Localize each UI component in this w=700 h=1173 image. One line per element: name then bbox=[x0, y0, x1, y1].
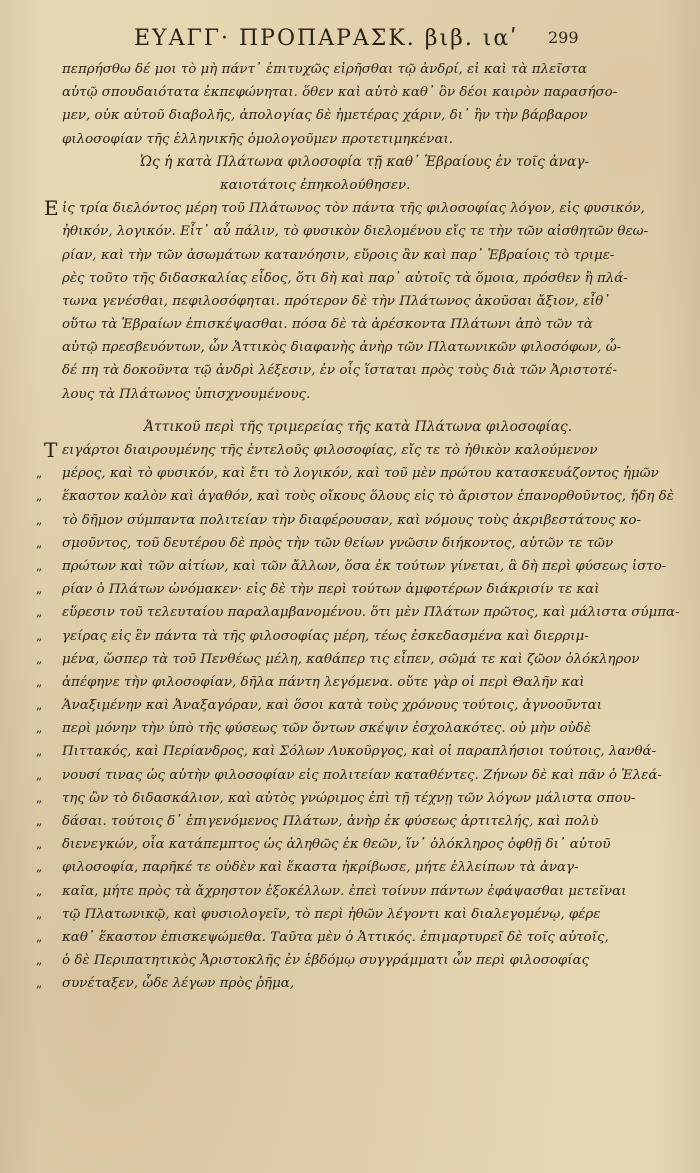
line-text: δάσαι. τούτοις δ᾽ ἐπιγενόμενος Πλάτων, ἀνὴρ ἐκ φύσεως ἀρτιτελής, καὶ πολὺ bbox=[62, 814, 599, 829]
text-line bbox=[36, 903, 652, 926]
quotation-mark: „ bbox=[36, 883, 43, 898]
line-text: πρώτων καὶ τῶν αἰτίων, καὶ τῶν ἄλλων, ὅσα ἐκ τούτων γίνεται, ἃ δὴ περὶ φύσεως ἱστο- bbox=[62, 558, 667, 574]
page-header bbox=[0, 22, 700, 56]
quotation-mark: „ bbox=[36, 605, 43, 620]
text-line bbox=[36, 926, 652, 949]
line-text: αὐτῷ πρεσβευόντων, ὧν Ἀττικὸς διαφανὴς ἀνὴρ τῶν Πλατωνικῶν φιλοσόφων, ὧ- bbox=[62, 340, 622, 356]
line-text: ὁ δὲ Περιπατητικὸς Ἀριστοκλῆς ἐν ἑβδόμῳ συγγράμματι ὧν περὶ φιλοσοφίας bbox=[62, 953, 590, 969]
text-line bbox=[36, 578, 652, 601]
text-line bbox=[44, 438, 652, 462]
line-text: ρίαν, καὶ τὴν τῶν ἀσωμάτων κατανόησιν, εὕροις ἂν καὶ παρ᾽ Ἑβραίοις τὸ τριμε- bbox=[62, 247, 615, 263]
text-line bbox=[62, 81, 652, 104]
quotation-mark: „ bbox=[36, 512, 43, 527]
line-text: πεπρήσθω δέ μοι τὸ μὴ πάντ᾽ ἐπιτυχῶς εἰρῆσθαι τῷ ἀνδρί, εἰ καὶ τὰ πλεῖστα bbox=[62, 62, 588, 77]
text-line bbox=[36, 810, 652, 833]
text-line bbox=[62, 220, 652, 243]
quotation-mark: „ bbox=[36, 953, 43, 968]
quotation-mark: „ bbox=[36, 860, 43, 875]
line-text: γείρας εἰς ἓν πάντα τὰ τῆς φιλοσοφίας μέρη, τέως ἐσκεδασμένα καὶ διερριμ- bbox=[62, 628, 589, 644]
text-line bbox=[36, 880, 652, 903]
text-line bbox=[36, 949, 652, 972]
text-line bbox=[62, 244, 652, 267]
text-line bbox=[36, 764, 662, 787]
text-line bbox=[36, 787, 652, 810]
text-line bbox=[36, 856, 652, 879]
text-line bbox=[62, 313, 652, 336]
text-line bbox=[62, 383, 652, 406]
line-text: συνέταξεν, ὧδε λέγων πρὸς ῥῆμα, bbox=[62, 976, 295, 992]
text-block bbox=[36, 58, 680, 996]
text-line bbox=[36, 833, 652, 856]
text-line bbox=[36, 648, 652, 671]
paragraph-tripartite bbox=[44, 196, 652, 406]
quotation-mark: „ bbox=[36, 558, 43, 573]
text-line bbox=[36, 740, 657, 763]
quotation-mark: „ bbox=[36, 767, 43, 782]
text-line bbox=[62, 267, 652, 290]
running-head: ΕΥΑΓΓ· ΠΡΟΠΑΡΑΣΚ. βιβ. ιαʹ bbox=[134, 26, 519, 51]
paragraph-atticus-quote bbox=[36, 438, 680, 996]
line-text: σμοῦντος, τοῦ δευτέρου δὲ πρὸς τὴν τῶν θείων γνῶσιν διήκοντος, αὐτῶν τε τῶν bbox=[62, 535, 614, 551]
line-text: καθ᾽ ἕκαστον ἐπισκεψώμεθα. Ταῦτα μὲν ὁ Ἀττικός. ἐπιμαρτυρεῖ δὲ τοῖς αὐτοῖς, bbox=[62, 929, 609, 945]
text-line bbox=[36, 485, 674, 508]
section-heading: Ὡς ἡ κατὰ Πλάτωνα φιλοσοφία τῇ καθ᾽ Ἑβραίους ἐν τοῖς ἀναγ- bbox=[140, 153, 590, 170]
line-text: εὕρεσιν τοῦ τελευταίου παραλαμβανομένου. ὅτι μὲν Πλάτων πρῶτος, καὶ μάλιστα σύμπα- bbox=[62, 605, 680, 621]
text-line bbox=[36, 972, 652, 995]
line-text: ἰς τρία διελόντος μέρη τοῦ Πλάτωνος τὸν πάντα τῆς φιλοσοφίας λόγον, εἰς φυσικόν, bbox=[62, 201, 645, 217]
line-text: ρίαν ὁ Πλάτων ὠνόμακεν· εἰς δὲ τὴν περὶ τούτων ἀμφοτέρων διάκρισίν τε καὶ bbox=[62, 582, 600, 598]
line-text: οὕτω τὰ Ἑβραίων ἐπισκέψασθαι. πόσα δὲ τὰ ἀρέσκοντα Πλάτωνι ἀπὸ τῶν τὰ bbox=[62, 317, 593, 333]
line-text: μένα, ὥσπερ τὰ τοῦ Πενθέως μέλη, καθάπερ τις εἶπεν, σῶμά τε καὶ ζῶον ὁλόκληρον bbox=[62, 651, 640, 667]
quotation-mark: „ bbox=[36, 535, 43, 550]
quotation-mark: „ bbox=[36, 721, 43, 736]
line-text: ἠθικόν, λογικόν. Εἶτ᾽ αὖ πάλιν, τὸ φυσικὸν διελομένου εἴς τε τὴν τῶν αἰσθητῶν θεω- bbox=[62, 224, 649, 240]
line-text: τῷ Πλατωνικῷ, καὶ φυσιολογεῖν, τὸ περὶ ἠθῶν λέγοντι καὶ διαλεγομένῳ, φέρε bbox=[62, 906, 601, 922]
quotation-mark: „ bbox=[36, 674, 43, 689]
quotation-mark: „ bbox=[36, 790, 43, 805]
text-line bbox=[36, 555, 667, 578]
quotation-mark: „ bbox=[36, 651, 43, 666]
line-text: φιλοσοφία, παρῆκέ τε οὐδὲν καὶ ἕκαστα ἠκρίβωσε, μήτε ἐλλείπων τὰ ἀναγ- bbox=[62, 860, 579, 876]
quotation-mark: „ bbox=[36, 906, 43, 921]
quotation-mark: „ bbox=[36, 582, 43, 597]
quotation-mark: „ bbox=[36, 489, 43, 504]
line-text: μεν, οὐκ αὐτοῦ διαβολῆς, ἀπολογίας δὲ ἡμετέρας χάριν, δι᾽ ἣν τὴν βάρβαρον bbox=[62, 108, 588, 124]
line-text: Πιττακός, καὶ Περίανδρος, καὶ Σόλων Λυκοῦργος, καὶ οἱ παραπλήσιοι τούτοις, λανθά- bbox=[62, 744, 657, 760]
line-text: ἀπέφηνε τὴν φιλοσοφίαν, δῆλα πάντη λεγόμενα. οὔτε γὰρ οἱ περὶ Θαλῆν καὶ bbox=[62, 674, 585, 690]
line-text: Ἀναξιμένην καὶ Ἀναξαγόραν, καὶ ὅσοι κατὰ τοὺς χρόνους τούτοις, ἀγνοοῦνται bbox=[62, 698, 602, 714]
line-text: μέρος, καὶ τὸ φυσικόν, καὶ ἔτι τὸ λογικόν, καὶ τοῦ μὲν πρώτου κατασκευάζοντος ἡμῶν bbox=[62, 466, 659, 482]
quotation-mark: „ bbox=[36, 628, 43, 643]
text-line bbox=[44, 196, 652, 221]
quotation-mark: „ bbox=[36, 698, 43, 713]
line-text: τὸ δῆμον σύμπαντα πολιτείαν τὴν διαφέρουσαν, καὶ νόμους τοὺς ἀκριβεστάτους κο- bbox=[62, 512, 641, 528]
line-text: ἕκαστον καλὸν καὶ ἀγαθόν, καὶ τοὺς οἴκους ὅλους εἰς τὸ ἄριστον ἐπανορθοῦντος, ἤδη δὲ bbox=[62, 489, 674, 505]
text-line bbox=[36, 462, 659, 485]
text-line bbox=[62, 336, 652, 359]
line-text: ειγάρτοι διαιρουμένης τῆς ἐντελοῦς φιλοσοφίας, εἴς τε τὸ ἠθικὸν καλούμενον bbox=[62, 443, 598, 458]
text-line bbox=[62, 290, 652, 313]
text-line bbox=[62, 128, 652, 151]
quotation-mark: „ bbox=[36, 929, 43, 944]
quotation-mark: „ bbox=[36, 837, 43, 852]
text-line bbox=[36, 694, 652, 717]
text-line bbox=[36, 717, 652, 740]
text-line bbox=[36, 601, 680, 624]
page-number: 299 bbox=[548, 28, 579, 47]
line-text: αὐτῷ σπουδαιότατα ἐκπεφώνηται. ὅθεν καὶ αὐτὸ καθ᾽ ὃν δέοι καιρὸν παρασήσο- bbox=[62, 85, 618, 101]
text-line bbox=[62, 58, 652, 81]
text-line bbox=[62, 104, 652, 127]
text-line bbox=[36, 625, 652, 648]
line-text: τωνα γενέσθαι, πεφιλοσόφηται. πρότερον δὲ τὴν Πλάτωνος ἀκοῦσαι ἄξιον, εἶθ᾽ bbox=[62, 293, 611, 309]
line-text: περὶ μόνην τὴν ὑπὸ τῆς φύσεως τῶν ὄντων σκέψιν ἐσχολακότες. οὐ μὴν οὐδὲ bbox=[62, 721, 591, 737]
line-text: νουσί τινας ὡς αὐτὴν φιλοσοφίαν εἰς πολιτείαν καταθέντες. Ζήνων δὲ καὶ πᾶν ὁ Ἐλεά- bbox=[62, 767, 662, 783]
line-text: φιλοσοφίαν τῆς ἑλληνικῆς ὁμολογοῦμεν προτετιμηκέναι. bbox=[62, 131, 453, 147]
section-heading-atticus: Ἀττικοῦ περὶ τῆς τριμερείας τῆς κατὰ Πλάτωνα φιλοσοφίας. bbox=[144, 418, 573, 435]
text-line bbox=[36, 509, 652, 532]
paragraph-intro bbox=[62, 58, 652, 151]
quotation-mark: „ bbox=[36, 744, 43, 759]
text-line bbox=[36, 532, 652, 555]
quotation-mark: „ bbox=[36, 814, 43, 828]
line-text: δέ πη τὰ δοκοῦντα τῷ ἀνδρὶ λέξεσιν, ἐν οἷς ἵσταται πρὸς τοὺς διὰ τῶν Ἀριστοτέ- bbox=[62, 363, 617, 379]
text-line bbox=[62, 359, 652, 382]
line-text: λους τὰ Πλάτωνος ὑπισχνουμένους. bbox=[62, 386, 311, 402]
line-text: ρὲς τοῦτο τῆς διδασκαλίας εἶδος, ὅτι δὴ καὶ παρ᾽ αὐτοῖς τὰ ὅμοια, πρόσθεν ἢ πλά- bbox=[62, 270, 628, 286]
line-text: της ὢν τὸ διδασκάλιον, καὶ αὐτὸς γνώριμος ἐπὶ τῇ τέχνῃ τῶν λόγων μάλιστα σπου- bbox=[62, 790, 636, 806]
quotation-mark: „ bbox=[36, 976, 43, 991]
line-text: διενεγκών, οἷα κατάπεμπτος ὡς ἀληθῶς ἐκ θεῶν, ἵν᾽ ὁλόκληρος ὀφθῇ δι᾽ αὐτοῦ bbox=[62, 837, 611, 853]
drop-cap: Ε bbox=[44, 196, 59, 221]
drop-cap: Τ bbox=[44, 438, 58, 462]
line-text: καῖα, μήτε πρὸς τὰ ἄχρηστον ἐξοκέλλων. ἐπεὶ τοίνυν πάντων ἐφάψασθαι μετεῖναι bbox=[62, 883, 627, 899]
text-line bbox=[36, 671, 652, 694]
section-heading-continuation: καιοτάτοις ἐπηκολούθησεν. bbox=[220, 177, 411, 193]
quotation-mark: „ bbox=[36, 466, 43, 481]
